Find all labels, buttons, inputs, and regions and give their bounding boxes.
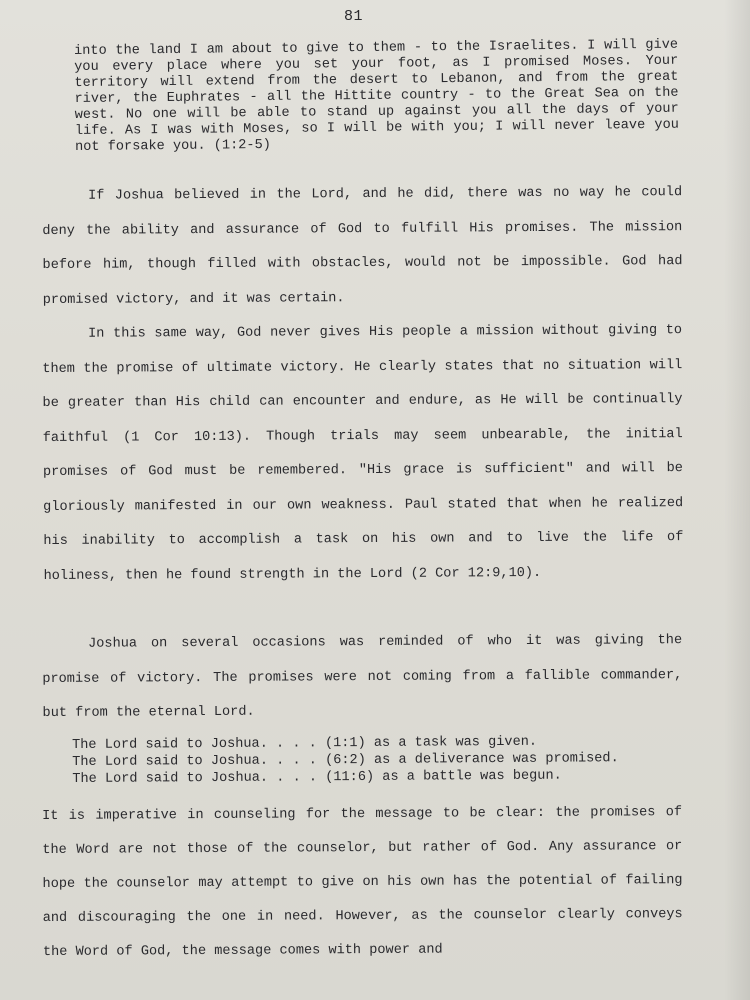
scripture-quote: into the land I am about to give to them - to the Israelites. I will give you every place where you set your foot, as I promised Moses. Your territory will extend from the desert to Lebanon, and from the great river, the Euphrates - all the Hittite country - to the Great Sea on the west. No one will be able to stand up against you all the days of your life. As I was with Moses, so I will be with you; I will never leave you not forsake you. (1:2-5) <box>74 37 679 155</box>
list-item: The Lord said to Joshua. . . . (6:2) as a deliverance was promised. <box>72 751 619 770</box>
paragraph-2: In this same way, God never gives His people a mission without giving to them the promise of ultimate victory. He clearly states that no situation will be greater than His child can encounter and endure, as He will be continually faithful (1 Cor 10:13). Though trials may seem unbearable, the initial promises of God must be remembered. "His grace is sufficient" and will be gloriously manifested in our own weakness. Paul stated that when he realized his inability to accomplish a task on his own and to live the life of holiness, then he found strength in the Lord (2 Cor 12:9,10). <box>42 323 684 584</box>
list-item: The Lord said to Joshua. . . . (11:6) as a battle was begun. <box>72 768 562 787</box>
closing-paragraph: It is imperative in counseling for the message to be clear: the promises of the Word are not those of the counselor, but rather of God. Any assurance or hope the counselor may attempt to give on his own has the potential of failing and discouraging the one in need. However, as the counselor clearly conveys the Word of God, the message comes with power and <box>42 805 683 960</box>
paragraph-3: Joshua on several occasions was reminded of who it was giving the promise of victory. The promises were not coming from a fallible commander, but from the eternal Lord. <box>42 633 683 721</box>
list-item: The Lord said to Joshua. . . . (1:1) as a task was given. <box>72 734 538 753</box>
page-number: 81 <box>344 8 364 25</box>
paragraph-1: If Joshua believed in the Lord, and he did, there was no way he could deny the ability and assurance of God to fulfill His promises. The mission before him, though filled with obstacles, would not be impossible. God had promised victory, and it was certain. <box>42 185 683 308</box>
page-edge-shadow <box>724 0 750 1000</box>
scripture-reference-list <box>72 733 619 788</box>
